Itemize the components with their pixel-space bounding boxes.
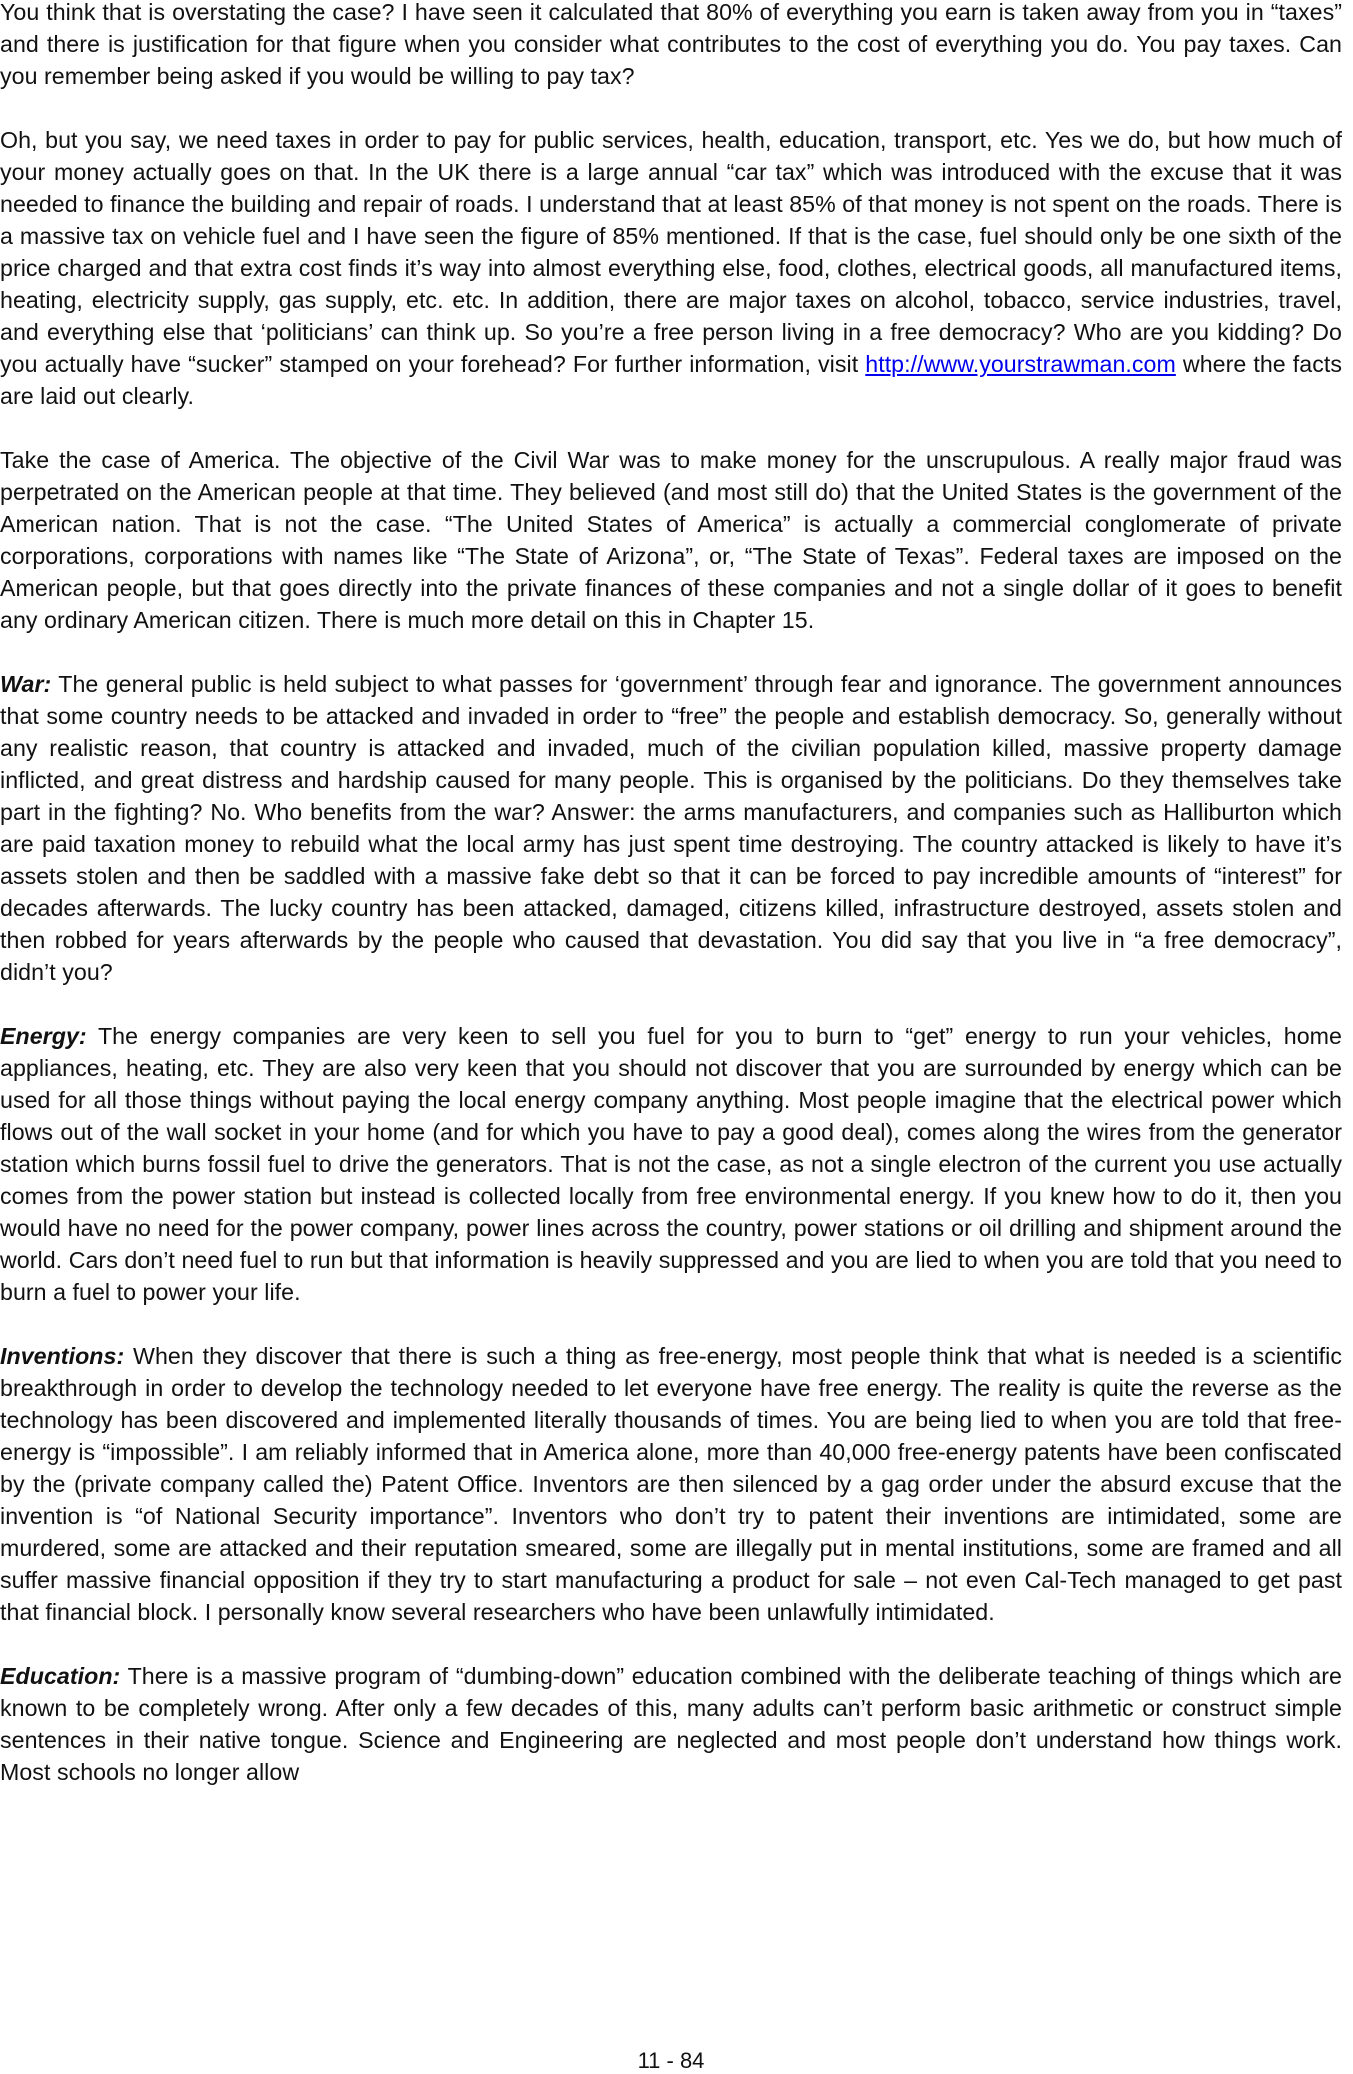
paragraph-education [0,1660,1342,1788]
war-heading: War: [0,671,52,697]
inventions-text: When they discover that there is such a thing as free-energy, most people think that what is needed is a scientific breakthrough in order to develop the technology needed to let everyone have free energy. The reality is quite the reverse as the technology has been discovered and implemented literally thousands of times. You are being lied to when you are told that free-energy is “impossible”. I am reliably informed that in America alone, more than 40,000 free-energy patents have been confiscated by the (private company called the) Patent Office. Inventors are then silenced by a gag order under the absurd excuse that the invention is “of National Security importance”. Inventors who don’t try to patent their inventions are intimidated, some are murdered, some are attacked and their reputation smeared, some are illegally put in mental institutions, some are framed and all suffer massive financial opposition if they try to start manufacturing a product for sale – not even Cal-Tech managed to get past that financial block. I personally know several researchers who have been unlawfully intimidated. [0,1343,1342,1625]
yourstrawman-link[interactable]: http://www.yourstrawman.com [865,351,1176,377]
paragraph-taxes-services-text: Oh, but you say, we need taxes in order to pay for public services, health, education, transport, etc. Yes we do, but how much of your money actually goes on that. In the UK there is a large annual “car tax” which was introduced with the excuse that it was needed to finance the building and repair of roads. I understand that at least 85% of that money is not spent on the roads. There is a massive tax on vehicle fuel and I have seen the figure of 85% mentioned. If that is the case, fuel should only be one sixth of the price charged and that extra cost finds it’s way into almost everything else, food, clothes, electrical goods, all manufactured items, heating, electricity supply, gas supply, etc. etc. In addition, there are major taxes on alcohol, tobacco, service industries, travel, and everything else that ‘politicians’ can think up. So you’re a free person living in a free democracy? Who are you kidding? Do you actually have “sucker” stamped on your forehead? For further information, visit [0,127,1342,377]
paragraph-war [0,668,1342,988]
paragraph-energy [0,1020,1342,1308]
inventions-heading: Inventions: [0,1343,125,1369]
energy-text: The energy companies are very keen to sell you fuel for you to burn to “get” energy to run your vehicles, home appliances, heating, etc. They are also very keen that you should not discover that you are surrounded by energy which can be used for all those things without paying the local energy company anything. Most people imagine that the electrical power which flows out of the wall socket in your home (and for which you have to pay a good deal), comes along the wires from the generator station which burns fossil fuel to drive the generators. That is not the case, as not a single electron of the current you use actually comes from the power station but instead is collected locally from free environmental energy. If you knew how to do it, then you would have no need for the power company, power lines across the country, power stations or oil drilling and shipment around the world. Cars don’t need fuel to run but that information is heavily suppressed and you are lied to when you are told that you need to burn a fuel to power your life. [0,1023,1342,1305]
paragraph-taxes-services-tail: where the facts are laid out clearly. [0,351,1342,409]
paragraph-taxes-intro: You think that is overstating the case? I have seen it calculated that 80% of everything you earn is taken away from you in “taxes” and there is justification for that figure when you consider what contributes to the cost of everything you do. You pay taxes. Can you remember being asked if you would be willing to pay tax? [0,0,1342,89]
paragraph-taxes-services [0,124,1342,412]
paragraph-inventions [0,1340,1342,1628]
energy-heading: Energy: [0,1023,87,1049]
war-text: The general public is held subject to what passes for ‘government’ through fear and ignorance. The government announces that some country needs to be attacked and invaded in order to “free” the people and establish democracy. So, generally without any realistic reason, that country is attacked and invaded, much of the civilian population killed, massive property damage inflicted, and great distress and hardship caused for many people. This is organised by the politicians. Do they themselves take part in the fighting? No. Who benefits from the war? Answer: the arms manufacturers, and companies such as Halliburton which are paid taxation money to rebuild what the local army has just spent time destroying. The country attacked is likely to have it’s assets stolen and then be saddled with a massive fake debt so that it can be forced to pay incredible amounts of “interest” for decades afterwards. The lucky country has been attacked, damaged, citizens killed, infrastructure destroyed, assets stolen and then robbed for years afterwards by the people who caused that devastation. You did say that you live in “a free democracy”, didn’t you? [0,671,1342,985]
education-text: There is a massive program of “dumbing-down” education combined with the deliberate teaching of things which are known to be completely wrong. After only a few decades of this, many adults can’t perform basic arithmetic or construct simple sentences in their native tongue. Science and Engineering are neglected and most people don’t understand how things work. Most schools no longer allow [0,1663,1342,1785]
education-heading: Education: [0,1663,121,1689]
paragraph-america: Take the case of America. The objective of the Civil War was to make money for the unscrupulous. A really major fraud was perpetrated on the American people at that time. They believed (and most still do) that the United States is the government of the American nation. That is not the case. “The United States of America” is actually a commercial conglomerate of private corporations, corporations with names like “The State of Arizona”, or, “The State of Texas”. Federal taxes are imposed on the American people, but that goes directly into the private finances of these companies and not a single dollar of it goes to benefit any ordinary American citizen. There is much more detail on this in Chapter 15. [0,447,1342,633]
page-number: 11 - 84 [637,2048,705,2073]
